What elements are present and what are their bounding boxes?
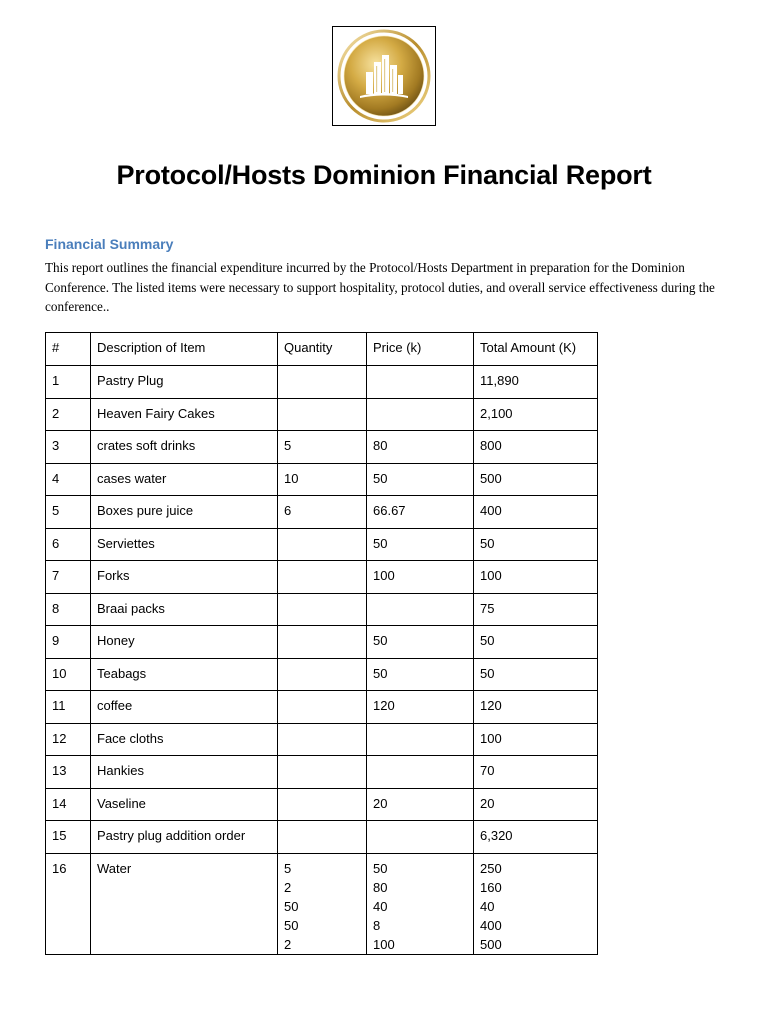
header-number: # <box>46 333 91 366</box>
table-row <box>46 561 598 594</box>
header-price: Price (k) <box>367 333 474 366</box>
cell-description: Serviettes <box>91 528 278 561</box>
cell-quantity <box>278 431 367 464</box>
cell-total <box>474 398 598 431</box>
cell-price-value: 50 <box>373 860 388 876</box>
cell-description: Face cloths <box>91 723 278 756</box>
header-total-amount: Total Amount (K) <box>474 333 598 366</box>
cell-total-value: 400 <box>480 503 502 518</box>
header-quantity: Quantity <box>278 333 367 366</box>
cell-price-value: 50 <box>373 665 388 681</box>
cell-number: 7 <box>46 561 91 594</box>
table-body <box>46 366 598 955</box>
cell-quantity <box>278 561 367 594</box>
cell-quantity <box>278 398 367 431</box>
cell-price <box>367 366 474 399</box>
cell-description: Forks <box>91 561 278 594</box>
cell-description: cases water <box>91 463 278 496</box>
cell-total-value: 6,320 <box>480 828 513 843</box>
cell-price <box>367 463 474 496</box>
cell-description: Pastry plug addition order <box>91 821 278 854</box>
table-row <box>46 626 598 659</box>
cell-description: crates soft drinks <box>91 431 278 464</box>
cell-description: Honey <box>91 626 278 659</box>
cell-price-value: 50 <box>373 535 388 551</box>
cell-total <box>474 788 598 821</box>
cell-price-value: 50 <box>373 470 388 486</box>
cell-description: Teabags <box>91 658 278 691</box>
cell-total-value: 50 <box>480 535 495 551</box>
cell-quantity <box>278 788 367 821</box>
cell-description: Water <box>91 853 278 954</box>
cell-number: 3 <box>46 431 91 464</box>
table-row <box>46 398 598 431</box>
cell-total-value: 100 <box>480 730 502 746</box>
cell-quantity-value: 2 <box>284 879 292 895</box>
cell-number: 11 <box>46 691 91 724</box>
cell-price-value: 80 <box>373 879 388 895</box>
cell-quantity-value: 10 <box>284 470 299 486</box>
header-description: Description of Item <box>91 333 278 366</box>
cell-price-value: 8 <box>373 917 381 933</box>
cell-description: Vaseline <box>91 788 278 821</box>
intro-paragraph: This report outlines the financial expenditure incurred by the Protocol/Hosts Department in preparation for the Dominion Conference. The listed items were necessary to support hospitality, protocol duties, and overall service effectiveness during the conference.. <box>45 260 715 314</box>
table-row <box>46 756 598 789</box>
table-row <box>46 528 598 561</box>
cell-quantity-value: 50 <box>284 917 299 933</box>
cell-description: Hankies <box>91 756 278 789</box>
cell-total-value: 50 <box>480 633 495 648</box>
cell-price-value: 120 <box>373 698 395 713</box>
cell-total <box>474 626 598 659</box>
table-row <box>46 853 598 954</box>
cell-quantity <box>278 723 367 756</box>
cell-number: 13 <box>46 756 91 789</box>
cell-total <box>474 723 598 756</box>
cell-number: 4 <box>46 463 91 496</box>
cell-price-value: 66.67 <box>373 503 406 518</box>
cell-total <box>474 496 598 529</box>
cell-price <box>367 788 474 821</box>
cell-total <box>474 756 598 789</box>
cell-description: Boxes pure juice <box>91 496 278 529</box>
cell-description: Heaven Fairy Cakes <box>91 398 278 431</box>
cell-number: 5 <box>46 496 91 529</box>
cell-total-value: 11,890 <box>480 373 519 388</box>
cell-price <box>367 561 474 594</box>
cell-number: 15 <box>46 821 91 854</box>
cell-price <box>367 496 474 529</box>
cell-quantity <box>278 658 367 691</box>
cell-quantity <box>278 366 367 399</box>
cell-price <box>367 691 474 724</box>
cell-quantity-value: 5 <box>284 860 292 876</box>
cell-quantity <box>278 626 367 659</box>
cell-total <box>474 658 598 691</box>
cell-quantity <box>278 853 367 954</box>
cell-total-value: 250 <box>480 860 502 876</box>
table-row <box>46 821 598 854</box>
cell-description: Pastry Plug <box>91 366 278 399</box>
table-header-row <box>46 333 598 366</box>
table-row <box>46 463 598 496</box>
cell-number: 8 <box>46 593 91 626</box>
cell-total-value: 2,100 <box>480 405 513 421</box>
section-heading-financial-summary: Financial Summary <box>45 236 174 252</box>
logo-frame <box>332 26 436 126</box>
cell-total-value: 500 <box>480 936 502 952</box>
table-row <box>46 431 598 464</box>
cell-quantity <box>278 528 367 561</box>
cell-quantity-value: 50 <box>284 898 299 914</box>
cell-price <box>367 723 474 756</box>
table-row <box>46 788 598 821</box>
cell-price <box>367 853 474 954</box>
cell-description: coffee <box>91 691 278 724</box>
cell-total-value: 50 <box>480 665 495 681</box>
table-row <box>46 593 598 626</box>
cell-quantity <box>278 691 367 724</box>
cell-quantity <box>278 496 367 529</box>
cell-price <box>367 398 474 431</box>
cell-number: 12 <box>46 723 91 756</box>
cell-total <box>474 691 598 724</box>
cell-price-value: 100 <box>373 568 395 583</box>
cell-total-value: 100 <box>480 568 502 583</box>
cell-number: 1 <box>46 366 91 399</box>
table-row <box>46 723 598 756</box>
cell-total-value: 500 <box>480 470 502 486</box>
cell-total <box>474 593 598 626</box>
cell-price <box>367 658 474 691</box>
cell-total-value: 40 <box>480 898 495 914</box>
cell-total <box>474 561 598 594</box>
cell-quantity-value: 2 <box>284 936 292 952</box>
cell-total <box>474 528 598 561</box>
cell-quantity <box>278 756 367 789</box>
cell-quantity <box>278 821 367 854</box>
cell-total <box>474 853 598 954</box>
cell-total <box>474 821 598 854</box>
cell-price <box>367 593 474 626</box>
expenditure-table <box>45 332 598 955</box>
cell-quantity <box>278 463 367 496</box>
cell-price <box>367 756 474 789</box>
cell-quantity-value: 6 <box>284 503 292 518</box>
page-title: Protocol/Hosts Dominion Financial Report <box>116 160 652 190</box>
cell-quantity-value: 5 <box>284 438 292 453</box>
cell-total-value: 800 <box>480 438 502 453</box>
cell-total-value: 120 <box>480 698 502 713</box>
cell-price-value: 20 <box>373 795 388 811</box>
cell-number: 14 <box>46 788 91 821</box>
table-row <box>46 366 598 399</box>
cell-number: 10 <box>46 658 91 691</box>
cell-total-value: 160 <box>480 879 502 895</box>
cell-description: Braai packs <box>91 593 278 626</box>
cell-number: 16 <box>46 853 91 954</box>
cell-total <box>474 366 598 399</box>
cell-total-value: 20 <box>480 795 495 811</box>
cell-price-value: 40 <box>373 898 388 914</box>
cell-quantity <box>278 593 367 626</box>
cell-number: 2 <box>46 398 91 431</box>
table-row <box>46 691 598 724</box>
cell-price <box>367 626 474 659</box>
cell-total-value: 70 <box>480 763 495 778</box>
cell-total <box>474 431 598 464</box>
cell-number: 9 <box>46 626 91 659</box>
cell-price <box>367 431 474 464</box>
cell-total-value: 75 <box>480 600 495 616</box>
table-row <box>46 496 598 529</box>
cell-total <box>474 463 598 496</box>
cell-price-value: 100 <box>373 936 395 952</box>
cell-number: 6 <box>46 528 91 561</box>
cell-price <box>367 821 474 854</box>
cell-total-value: 400 <box>480 917 502 933</box>
cell-price-value: 50 <box>373 633 388 648</box>
table-row <box>46 658 598 691</box>
gold-building-logo-icon <box>336 28 432 124</box>
cell-price <box>367 528 474 561</box>
cell-price-value: 80 <box>373 438 388 453</box>
